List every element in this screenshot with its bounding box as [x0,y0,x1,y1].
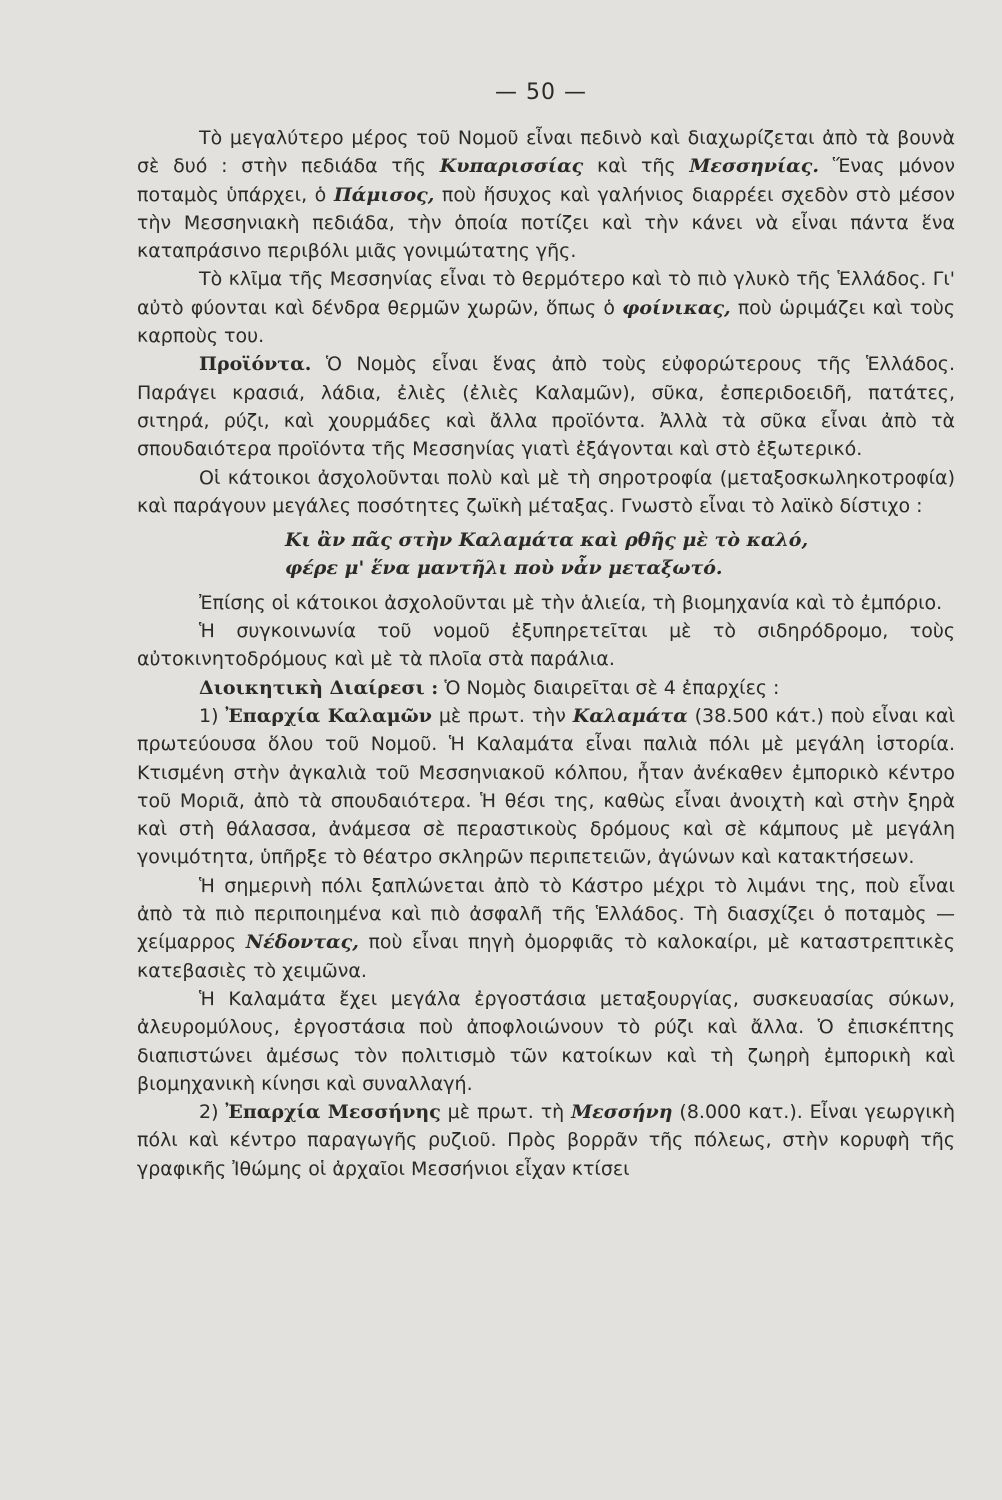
paragraph-text: Ὁ Νομὸς διαιρεῖται σὲ 4 ἐπαρχίες : [438,676,780,699]
folk-couplet [137,526,955,583]
paragraph-text: ποὺ εἶναι πηγὴ ὀμορφιᾶς τὸ καλοκαίρι, μὲ καταστρεπτικὲς κατεβασιὲς τὸ χειμῶνα. [137,931,955,982]
paragraph-text: ποὺ ἥσυχος καὶ γαλήνιος διαρρέει σχεδὸν στὸ μέσον τὴν Μεσσηνιακὴ πεδιάδα, τὴν ὁποία ποτίζει καὶ τὴν κάνει νὰ εἶναι πάντα ἕνα καταπράσινο περιβόλι μιᾶς γονιμώτατης γῆς. [137,183,955,263]
paragraph-text: μὲ πρωτ. τὴ [440,1101,572,1124]
paragraph-text: ποὺ ὡριμάζει καὶ τοὺς καρποὺς του. [137,296,955,348]
emphasis-text: Μεσσήνη [571,1101,673,1124]
paragraph-p2 [137,265,955,350]
paragraph-text: Ὁ Νομὸς εἶναι ἕνας ἀπὸ τοὺς εὐφορώτερους τῆς Ἑλλάδος. Παράγει κρασιά, λάδια, ἐλιὲς (ἐλιὲς Καλαμῶν), σῦκα, ἐσπεριδοειδῆ, πατάτες, σιτηρά, ρύζι, καὶ χουρμάδες καὶ ἄλλα προϊόντα. Ἀλλὰ τὰ σῦκα εἶναι ἀπὸ τὰ σπουδαιότερα προϊόντα τῆς Μεσσηνίας γιατὶ ἐξάγονται καὶ στὸ ἐξωτερικό. [137,353,955,461]
text-block-upper [137,124,955,520]
paragraph-text: 1) [199,704,226,727]
paragraph-p6 [137,617,955,674]
couplet-line-2: φέρε μ' ἕνα μαντῆλι ποὺ νἆν μεταξωτό. [285,557,723,580]
emphasis-text: Ἐπαρχία Καλαμῶν [225,704,432,727]
paragraph-p1 [137,124,955,265]
paragraph-text: Ἡ συγκοινωνία τοῦ νομοῦ ἐξυπηρετεῖται μὲ τὸ σιδηρόδρομο, τοὺς αὐτοκινητοδρόμους καὶ μὲ τὰ πλοῖα στὰ παράλια. [137,620,955,671]
paragraph-text: (38.500 κάτ.) ποὺ εἶναι καὶ πρωτεύουσα ὅλου τοῦ Νομοῦ. Ἡ Καλαμάτα εἶναι παλιὰ πόλι μὲ μεγάλη ἱστορία. Κτισμένη στὴν ἀγκαλιὰ τοῦ Μεσσηνιακοῦ κόλπου, ἦταν ἀνέκαθεν ἐμπορικὸ κέντρο τοῦ Μοριᾶ, ἀπὸ τὰ σπουδαιότερα. Ἡ θέσι της, καθὼς εἶναι ἀνοιχτὴ καὶ στὴν ξηρὰ καὶ στὴ θάλασσα, ἀνάμεσα σὲ περαστικοὺς δρόμους καὶ σὲ κάμπους μὲ μεγάλη γονιμότητα, ὑπῆρξε τὸ θέατρο σκληρῶν περιπετειῶν, ἀγώνων καὶ κατακτήσεων. [137,704,956,869]
emphasis-text: Διοικητικὴ Διαίρεσι : [199,676,439,699]
paragraph-p8 [137,702,955,872]
paragraph-text: Τὸ μεγαλύτερο μέρος τοῦ Νομοῦ εἶναι πεδινὸ καὶ διαχωρίζεται ἀπὸ τὰ βουνὰ σὲ δυό : στὴν πεδιάδα τῆς [137,127,955,178]
emphasis-text: Καλαμάτα [572,704,688,727]
paragraph-text: μὲ πρωτ. τὴν [431,704,573,727]
page-number: — 50 — [495,80,587,105]
emphasis-text: Νέδοντας, [245,931,359,954]
paragraph-p10 [137,985,955,1098]
paragraph-p7 [137,674,955,702]
couplet-line-1: Κι ἂν πᾶς στὴν Καλαμάτα καὶ ρθῆς μὲ τὸ καλό, [285,529,809,552]
paragraph-text: Οἱ κάτοικοι ἀσχολοῦνται πολὺ καὶ μὲ τὴ σηροτροφία (μεταξοσκωληκοτροφία) καὶ παράγουν μεγάλες ποσότητες ζωϊκὴ μέταξας. Γνωστὸ εἶναι τὸ λαϊκὸ δίστιχο : [137,466,955,517]
paragraph-text: 2) [199,1101,226,1124]
paragraph-text: Ἡ Καλαμάτα ἔχει μεγάλα ἐργοστάσια μεταξουργίας, συσκευασίας σύκων, ἀλευρομύλους, ἐργοστάσια ποὺ ἀποφλοιώνουν τὸ ρύζι καὶ ἄλλα. Ὁ ἐπισκέπτης διαπιστώνει ἀμέσως τὸν πολιτισμὸ τῶν κατοίκων καὶ τὴ ζωηρὴ ἐμπορικὴ καὶ βιομηχανικὴ κίνησι καὶ συναλλαγή. [137,987,955,1095]
emphasis-text: Πάμισος, [333,183,435,206]
paragraph-p11 [137,1098,955,1183]
paragraph-text: (8.000 κατ.). Εἶναι γεωργικὴ πόλι καὶ κέντρο παραγωγῆς ρυζιοῦ. Πρὸς βορρᾶν τῆς πόλεως, στὴν κορυφὴ τῆς γραφικῆς Ἰθώμης οἱ ἀρχαῖοι Μεσσήνιοι εἶχαν κτίσει [137,1101,955,1180]
text-block-lower [137,589,955,1183]
emphasis-text: Κυπαρισσίας [439,155,584,178]
paragraph-p5 [137,589,955,617]
paragraph-p4 [137,464,955,521]
emphasis-text: Ἐπαρχία Μεσσήνης [225,1101,441,1124]
paragraph-p3 [137,350,955,463]
paragraph-text: Ἕνας μόνον ποταμὸς ὑπάρχει, ὁ [137,155,956,206]
paragraph-text: Ἡ σημερινὴ πόλι ξαπλώνεται ἀπὸ τὸ Κάστρο μέχρι τὸ λιμάνι της, ποὺ εἶναι ἀπὸ τὰ πιὸ περιποιημένα καὶ πιὸ ἀσφαλῆ τῆς Ἑλλάδος. Τὴ διασχίζει ὁ ποταμὸς — χείμαρρος [137,874,955,954]
emphasis-text: Προϊόντα. [199,353,312,376]
paragraph-text: Ἐπίσης οἱ κάτοικοι ἀσχολοῦνται μὲ τὴν ἁλιεία, τὴ βιομηχανία καὶ τὸ ἐμπόριο. [199,591,943,614]
paragraph-text: καὶ τῆς [583,155,690,178]
body-text [137,124,955,1183]
paragraph-text: Τὸ κλῖμα τῆς Μεσσηνίας εἶναι τὸ θερμότερο καὶ τὸ πιὸ γλυκὸ τῆς Ἑλλάδος. Γι' αὐτὸ φύονται καὶ δένδρα θερμῶν χωρῶν, ὅπως ὁ [137,268,955,319]
emphasis-text: Μεσσηνίας. [689,155,819,178]
paragraph-p9 [137,872,955,985]
emphasis-text: φοίνικας, [622,296,731,319]
